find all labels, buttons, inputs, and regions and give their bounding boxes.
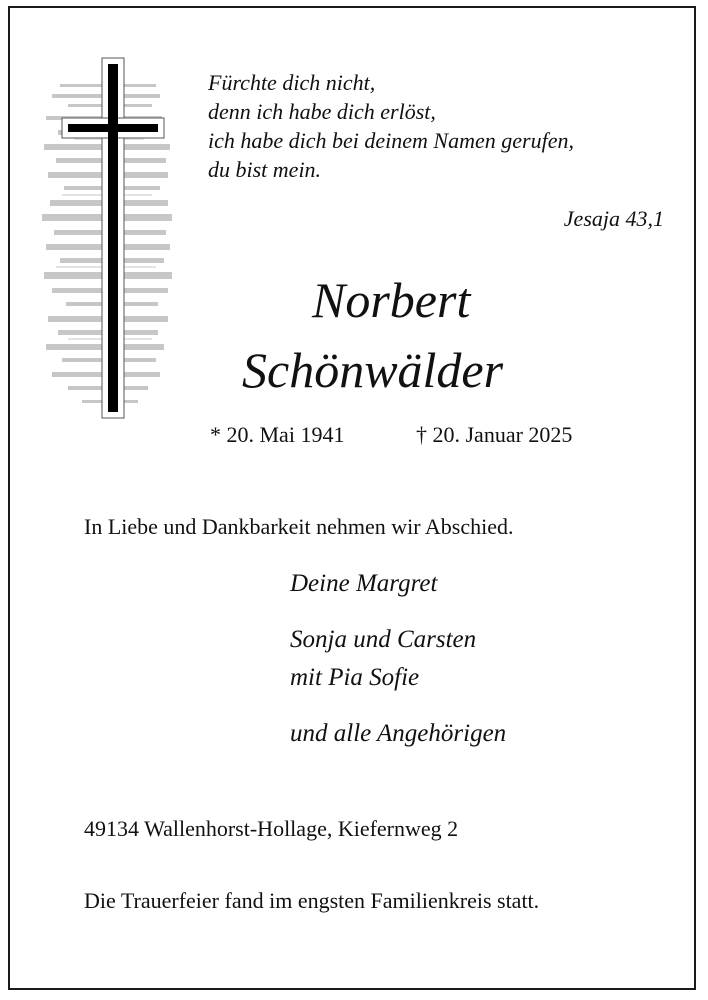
mourner-pia-sofie: mit Pia Sofie bbox=[290, 664, 420, 691]
verse-line-2: denn ich habe dich erlöst, bbox=[208, 99, 436, 124]
obituary-card bbox=[8, 6, 696, 990]
cross-icon bbox=[38, 54, 178, 434]
verse-line-1: Fürchte dich nicht, bbox=[208, 70, 376, 95]
address: 49134 Wallenhorst-Hollage, Kiefernweg 2 bbox=[84, 816, 459, 841]
ceremony-note: Die Trauerfeier fand im engsten Familienkreis statt. bbox=[84, 888, 540, 913]
mourner-margret: Deine Margret bbox=[290, 570, 438, 597]
birth-date: * 20. Mai 1941 bbox=[210, 422, 345, 447]
first-name: Norbert bbox=[312, 272, 471, 328]
mourner-sonja-carsten: Sonja und Carsten bbox=[290, 626, 477, 653]
death-date: † 20. Januar 2025 bbox=[416, 422, 573, 447]
last-name: Schönwälder bbox=[242, 342, 504, 398]
verse-reference: Jesaja 43,1 bbox=[563, 206, 664, 231]
farewell-text: In Liebe und Dankbarkeit nehmen wir Abschied. bbox=[84, 514, 514, 539]
verse-line-3: ich habe dich bei deinem Namen gerufen, bbox=[208, 128, 574, 153]
mourner-relatives: und alle Angehörigen bbox=[290, 720, 507, 747]
bible-verse bbox=[208, 68, 574, 184]
verse-line-4: du bist mein. bbox=[208, 157, 322, 182]
